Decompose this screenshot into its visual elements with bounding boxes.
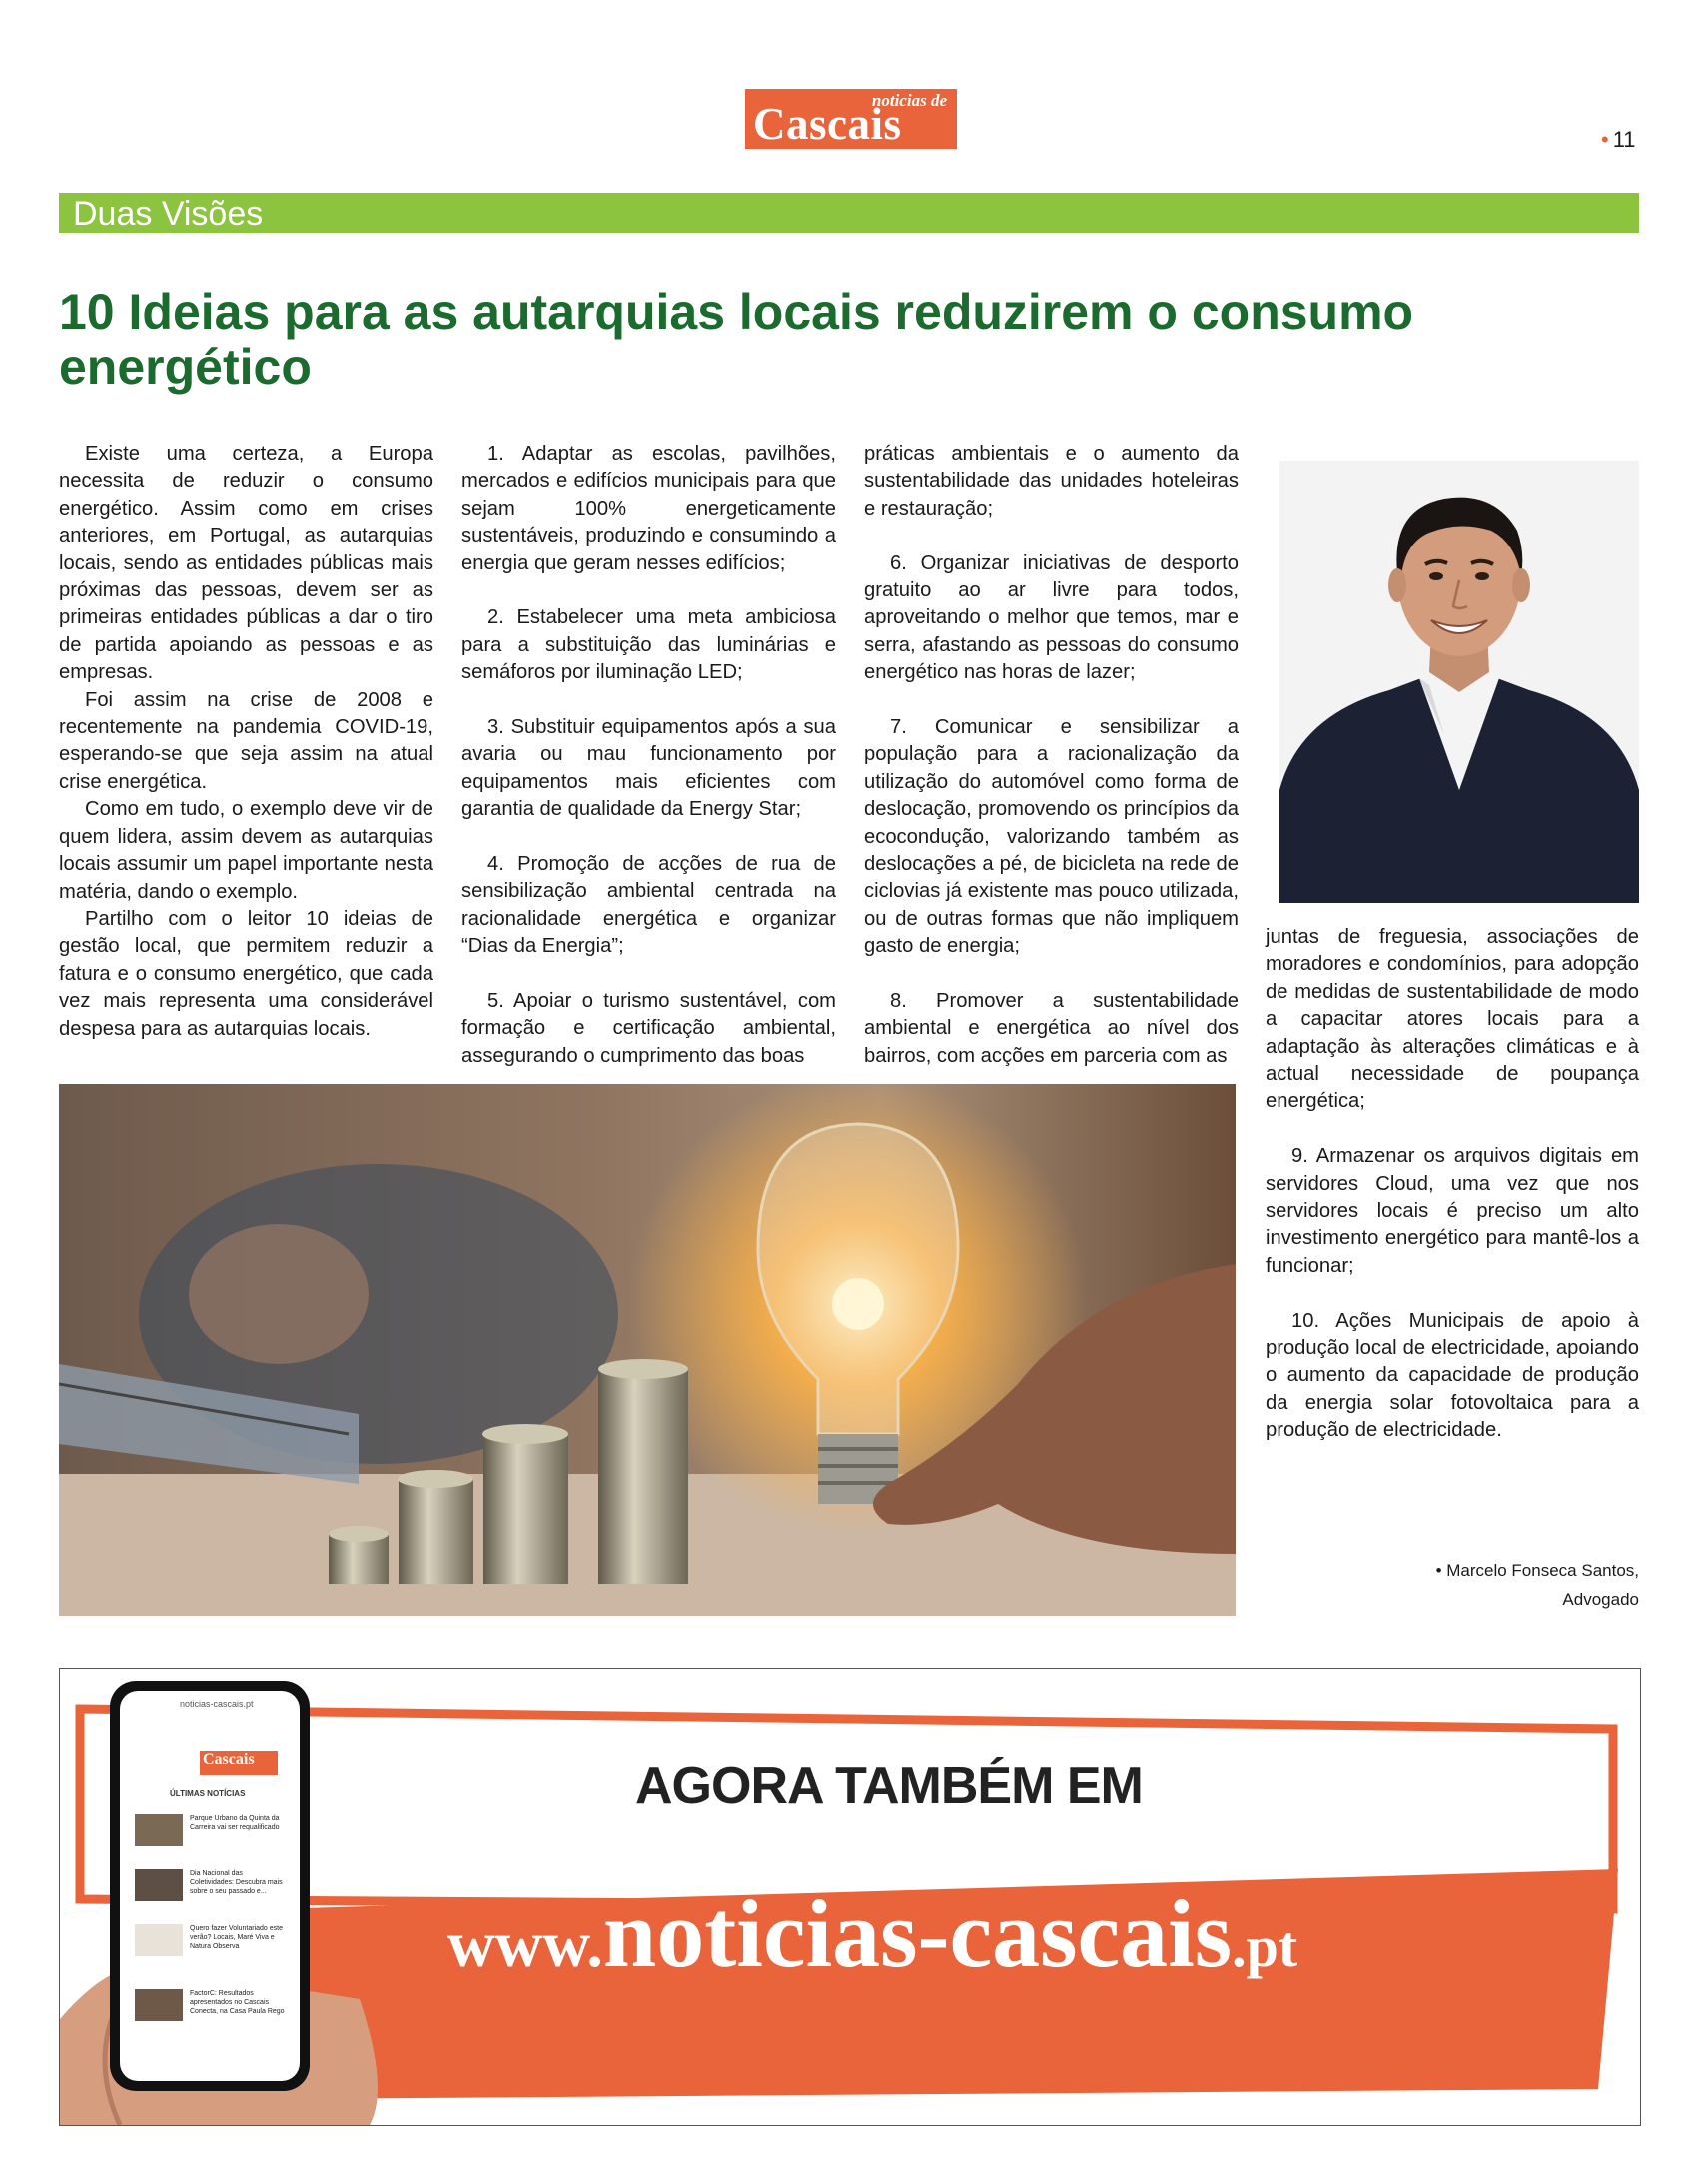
idea-3: 3. Substituir equipamentos após a sua avaria ou mau funcionamento por equipamentos mais eficientes com garantia de qualidade da Energy Star;: [461, 716, 836, 821]
advert-url-www: www.: [447, 1908, 603, 1981]
section-band: [59, 193, 1639, 233]
paragraph: Partilho com o leitor 10 ideias de gestão local, que permitem reduzir a fatura e o consumo energético, que cada vez mais representa uma considerável despesa para as autarquias locais.: [59, 907, 433, 1040]
paragraph: Como em tudo, o exemplo deve vir de quem lidera, assim devem as autarquias locais assumir um papel importante nesta matéria, dando o exemplo.: [59, 798, 433, 903]
idea-7: 7. Comunicar e sensibilizar a população para a racionalização da utilização do automóvel como forma de deslocação, promovendo os princípios da ecocondução, valorizando também as deslocações a pé, de bicicleta na rede de ciclovias já existente mas pouco utilizada, ou de outras formas que não impliquem gasto de energia;: [864, 716, 1239, 958]
paragraph: Foi assim na crise de 2008 e recentemente na pandemia COVID-19, esperando-se que seja assim na atual crise energética.: [59, 688, 433, 793]
article-column-3: [864, 441, 1239, 1070]
phone-section-title: ÚLTIMAS NOTÍCIAS: [170, 1789, 246, 1798]
article-column-4: [1266, 924, 1639, 1445]
advert-url[interactable]: [447, 1878, 1297, 1989]
phone-news-item: FactorC: Resultados apresentados no Cascais Conecta, na Casa Paula Rego: [190, 1990, 285, 2015]
idea-6: 6. Organizar iniciativas de desporto gratuito ao ar livre para todos, aproveitando o melhor que temos, mar e serra, afastando as pessoas do consumo energético nas horas de lazer;: [864, 551, 1239, 684]
logo-big-text: Cascais: [753, 99, 902, 149]
article-headline: 10 Ideias para as autarquias locais reduzirem o consumo energético: [59, 284, 1414, 395]
article-column-1: [59, 441, 433, 1043]
author-name: • Marcelo Fonseca Santos,: [1435, 1561, 1639, 1580]
idea-5: 5. Apoiar o turismo sustentável, com formação e certificação ambiental, assegurando o cumprimento das boas: [461, 990, 836, 1067]
phone-logo: Cascais: [203, 1751, 255, 1768]
phone-news-item: Parque Urbano da Quinta da Carreira vai ser requalificado: [190, 1815, 280, 1831]
advert-url-tld: .pt: [1232, 1914, 1298, 1979]
advert-url-domain: noticias-cascais: [602, 1880, 1233, 1987]
idea-9: 9. Armazenar os arquivos digitais em servidores Cloud, uma vez que nos servidores locais é preciso um alto investimento energético para mantê-los a funcionar;: [1266, 1145, 1639, 1277]
phone-address-bar: noticias-cascais.pt: [180, 1699, 254, 1709]
page-number-value: 11: [1612, 127, 1636, 152]
author-role: Advogado: [1562, 1590, 1639, 1609]
idea-8-continued: juntas de freguesia, associações de moradores e condomínios, para adopção de medidas de sustentabilidade de modo a capacitar atores locais para a adaptação às alterações climáticas e à actual necessidade de poupança energética;: [1266, 926, 1639, 1113]
page-number: [1601, 127, 1636, 153]
idea-2: 2. Estabelecer uma meta ambiciosa para a substituição das luminárias e semáforos por iluminação LED;: [461, 606, 836, 684]
newspaper-logo: [745, 89, 957, 149]
lightbulb-coins-photo: [59, 1084, 1236, 1616]
author-portrait: [1279, 461, 1639, 903]
logo-small-text: noticias de: [871, 91, 947, 110]
section-title: Duas Visões: [73, 195, 264, 233]
idea-5-continued: práticas ambientais e o aumento da sustentabilidade das unidades hoteleiras e restauração;: [864, 443, 1239, 520]
paragraph: Existe uma certeza, a Europa necessita de reduzir o consumo energético. Assim como em crises anteriores, em Portugal, as autarquias locais, sendo as entidades públicas mais próximas das pessoas, devem ser as primeiras entidades públicas a dar o tiro de partida apoiando as pessoas e as empresas.: [59, 443, 433, 684]
bullet-icon: •: [1601, 127, 1609, 152]
author-signature: [1199, 1556, 1639, 1614]
article-column-2: [461, 441, 836, 1070]
idea-4: 4. Promoção de acções de rua de sensibilização ambiental centrada na racionalidade energética e organizar “Dias da Energia”;: [461, 853, 836, 958]
idea-10: 10. Ações Municipais de apoio à produção local de electricidade, apoiando o aumento da capacidade de produção da energia solar fotovoltaica para a produção de electricidade.: [1266, 1309, 1639, 1442]
idea-8: 8. Promover a sustentabilidade ambiental e energética ao nível dos bairros, com acções em parceria com as: [864, 990, 1239, 1067]
phone-news-item: Quero fazer Voluntariado este verão? Locais, Maré Viva e Natura Observa: [190, 1925, 284, 1950]
advert-headline: AGORA TAMBÉM EM: [635, 1757, 1143, 1815]
idea-1: 1. Adaptar as escolas, pavilhões, mercados e edifícios municipais para que sejam 100% energeticamente sustentáveis, produzindo e consumindo a energia que geram nesses edifícios;: [461, 443, 836, 574]
phone-news-item: Dia Nacional das Coletividades: Descubra mais sobre o seu passado e...: [190, 1870, 283, 1895]
